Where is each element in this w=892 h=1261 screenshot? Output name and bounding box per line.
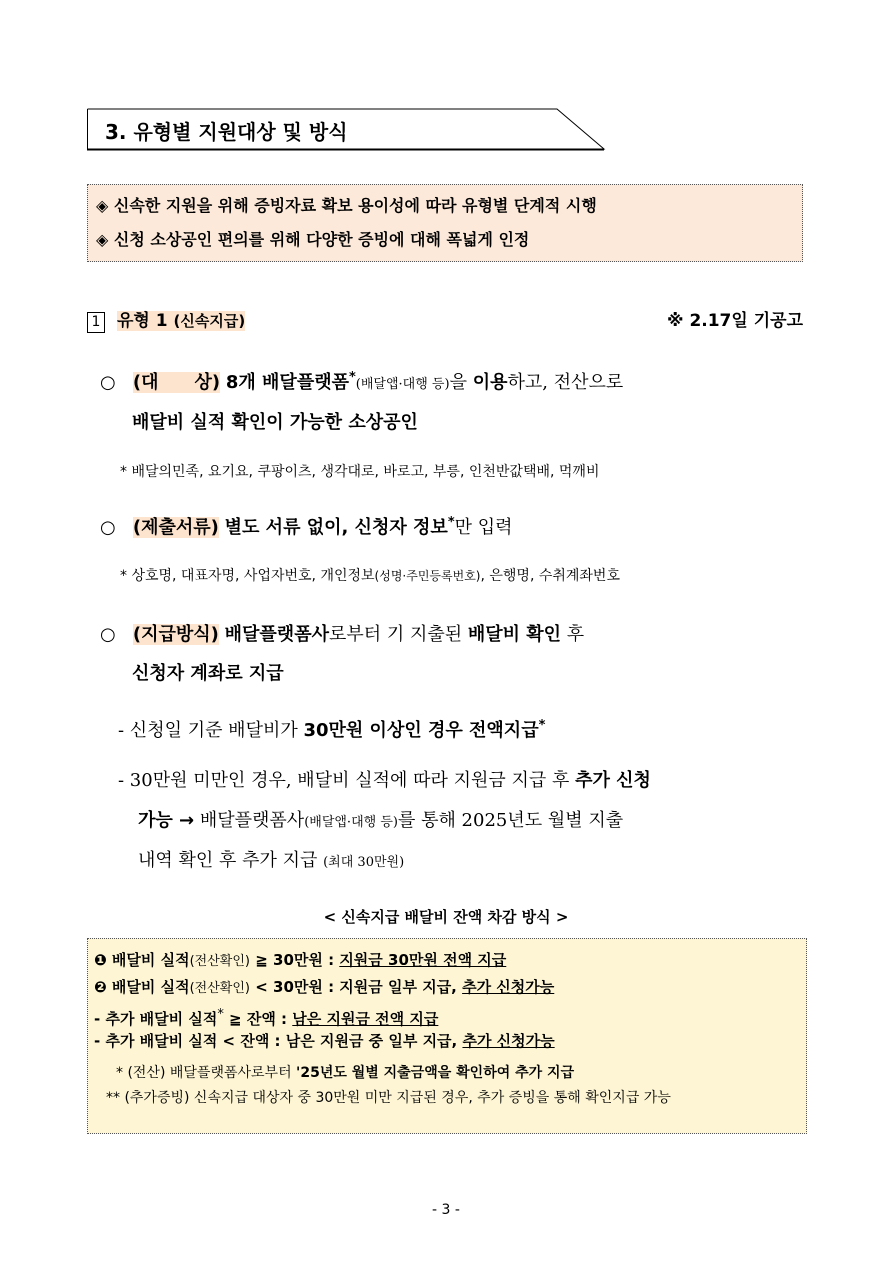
text: 를 통해 2025년도 월별 지출 (397, 810, 624, 831)
text: * 상호명, 대표자명, 사업자번호, 개인정보 (120, 568, 375, 584)
bullet: ○ (100, 624, 116, 645)
target-label: (대 상) (132, 372, 221, 393)
rule-2a: - 추가 배달비 실적* ≧ 잔액 : 남은 지원금 전액 지급 (94, 1007, 439, 1028)
text: (성명·주민등록번호) (374, 569, 481, 583)
text: 내역 확인 후 추가 지급 (138, 850, 324, 871)
pay-line (100, 620, 812, 646)
box-footnote-1: * (전산) 배달플랫폼사로부터 '25년도 월별 지출금액을 확인하여 추가 지급 (116, 1065, 575, 1081)
asterisk: * (447, 515, 455, 530)
docs-footnote (120, 565, 620, 585)
text: 만 입력 (454, 517, 513, 538)
section-title-box (87, 108, 605, 150)
text: 로부터 기 지출된 (328, 624, 468, 645)
text: 배달플랫폼사 (224, 624, 329, 645)
box-footnote-2: ** (추가증빙) 신속지급 대상자 중 30만원 미만 지급된 경우, 추가 증빙을 통해 확인지급 가능 (106, 1090, 671, 1106)
text: 하고, 전산으로 (507, 372, 624, 393)
asterisk: * (348, 370, 356, 385)
pay-detail-2c (138, 846, 850, 872)
text: 별도 서류 없이, 신청자 정보 (224, 517, 448, 538)
bullet: ○ (100, 517, 116, 538)
text: 가능 → (138, 810, 195, 831)
target-line (100, 368, 812, 394)
docs-line (100, 513, 812, 539)
text: (배달앱·대행 등) (355, 377, 450, 392)
text: 30만원 이상인 경우 전액지급 (303, 720, 539, 741)
target-line-2: 배달비 실적 확인이 가능한 소상공인 (132, 412, 418, 433)
text: 배달비 확인 (467, 624, 562, 645)
box-title: < 신속지급 배달비 잔액 차감 방식 > (323, 908, 569, 926)
pay-detail-1 (118, 716, 830, 742)
text: 배달플랫폼사 (194, 810, 305, 831)
page-number: - 3 - (432, 1202, 460, 1218)
pay-detail-2 (118, 766, 830, 792)
section-number: 1 (87, 312, 105, 333)
section-title: 3. 유형별 지원대상 및 방식 (105, 120, 348, 144)
text: 8개 배달플랫폼 (225, 372, 349, 393)
text: - 신청일 기준 배달비가 (118, 720, 304, 741)
text: (배달앱·대행 등) (304, 815, 398, 830)
rule-1: ❶ 배달비 실적(전산확인) ≧ 30만원 : 지원금 30만원 전액 지급 (94, 951, 507, 969)
text: (최대 30만원) (323, 855, 405, 870)
pay-line-2: 신청자 계좌로 지급 (132, 663, 284, 684)
docs-label: (제출서류) (132, 517, 219, 538)
bullet: ○ (100, 372, 116, 393)
text: 이용 (472, 372, 508, 393)
notice-text: ※ 2.17일 기공고 (667, 311, 803, 331)
summary-item: ◈ 신청 소상공인 편의를 위해 다양한 증빙에 대해 폭넓게 인정 (96, 230, 530, 249)
target-footnote: * 배달의민족, 요기요, 쿠팡이츠, 생각대로, 바로고, 부릉, 인천반값택배, 먹깨비 (120, 464, 600, 480)
type-paren: (신속지급) (173, 312, 246, 330)
text: - 30만원 미만인 경우, 배달비 실적에 따라 지원금 지급 후 (118, 770, 576, 791)
summary-item: ◈ 신속한 지원을 위해 증빙자료 확보 용이성에 따라 유형별 단계적 시행 (96, 196, 597, 215)
text: 추가 신청 (575, 770, 651, 791)
type-heading (87, 306, 803, 333)
pay-label: (지급방식) (132, 624, 219, 645)
rule-2b: - 추가 배달비 실적 < 잔액 : 남은 지원금 중 일부 지급, 추가 신청가능 (94, 1032, 555, 1050)
text: 을 (449, 372, 473, 393)
type-label: 유형 1 (117, 311, 168, 331)
text: 후 (561, 624, 585, 645)
rule-2: ❷ 배달비 실적(전산확인) < 30만원 : 지원금 일부 지급, 추가 신청가능 (94, 978, 555, 996)
text: , 은행명, 수취계좌번호 (480, 568, 620, 584)
summary-box (87, 184, 803, 262)
deduction-box (87, 938, 807, 1134)
pay-detail-2b (138, 806, 850, 832)
asterisk: * (538, 718, 546, 733)
